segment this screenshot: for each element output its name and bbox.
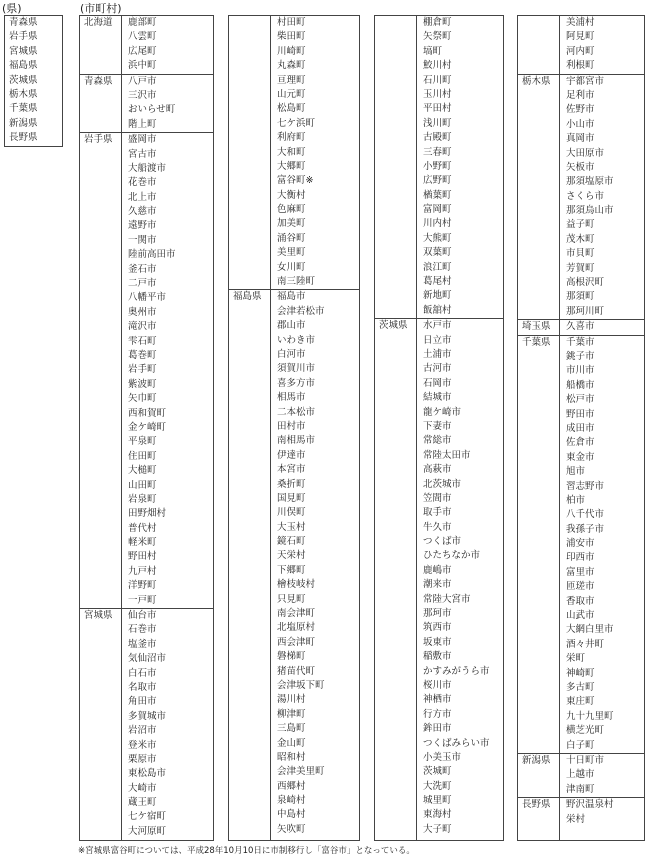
- municipality-item: 矢祭町: [423, 31, 452, 43]
- municipality-item: 東庄町: [566, 696, 595, 708]
- municipality-item: 大網白里市: [566, 624, 614, 636]
- municipality-item: 利府町: [277, 132, 306, 144]
- municipality-item: 大河原町: [128, 825, 167, 837]
- municipality-item: 盛岡市: [128, 134, 157, 146]
- prefecture-group: [518, 797, 644, 827]
- municipality-item: 川俣町: [277, 507, 306, 519]
- municipality-item: 南相馬市: [277, 435, 316, 447]
- municipality-item: 野田市: [566, 408, 595, 420]
- municipality-item: 八戸市: [128, 75, 157, 87]
- municipality-item: 横芝光町: [566, 725, 605, 737]
- municipality-item: 那須町: [566, 291, 595, 303]
- municipality-item: 市貝町: [566, 248, 595, 260]
- municipality-item: 那須塩原市: [566, 176, 614, 188]
- municipality-item: 浜中町: [128, 60, 157, 72]
- municipality-item: 潮来市: [423, 579, 452, 591]
- municipality-column-4: [517, 15, 645, 841]
- municipality-item: 小山市: [566, 118, 595, 130]
- column-filler: [375, 837, 503, 840]
- prefecture-group: [229, 16, 359, 289]
- municipality-item: 船橋市: [566, 379, 595, 391]
- municipality-item: 鮫川村: [423, 60, 452, 72]
- municipality-item: 山武市: [566, 610, 595, 622]
- municipality-item: 久慈市: [128, 206, 157, 218]
- municipality-item: 北塩原村: [277, 622, 316, 634]
- municipality-item: 山元町: [277, 88, 306, 100]
- prefecture-group: [375, 318, 503, 837]
- municipality-item: 北茨城市: [423, 478, 462, 490]
- municipality-item: つくばみらい市: [423, 737, 490, 749]
- municipality-item: 須賀川市: [277, 363, 316, 375]
- municipality-item: 石岡市: [423, 377, 452, 389]
- municipality-item: 那珂川町: [566, 305, 605, 317]
- municipality-item: 北上市: [128, 191, 157, 203]
- prefecture-item: 茨城県: [9, 74, 38, 86]
- municipality-item: 一戸町: [128, 594, 157, 606]
- municipality-item: 山田町: [128, 479, 157, 491]
- municipality-item: 野田村: [128, 551, 157, 563]
- municipality-item: 多賀城市: [128, 710, 167, 722]
- municipality-list: [122, 75, 213, 133]
- municipality-item: 二本松市: [277, 406, 316, 418]
- municipality-item: 加美町: [277, 218, 306, 230]
- municipality-item: 檜枝岐村: [277, 579, 316, 591]
- municipality-item: 金ケ崎町: [128, 421, 167, 433]
- municipality-item: 西郷村: [277, 780, 306, 792]
- municipality-item: 三春町: [423, 146, 452, 158]
- municipality-item: 結城市: [423, 392, 452, 404]
- municipality-item: 平泉町: [128, 436, 157, 448]
- municipality-heading: (市町村): [80, 2, 122, 15]
- municipality-item: 大和町: [277, 146, 306, 158]
- group-prefecture-label: 長野県: [518, 798, 560, 827]
- municipality-item: 大玉村: [277, 521, 306, 533]
- municipality-item: 柴田町: [277, 31, 306, 43]
- municipality-item: 桜川市: [423, 679, 452, 691]
- column-filler: [518, 827, 644, 840]
- municipality-item: 会津坂下町: [277, 679, 325, 691]
- municipality-item: 岩泉町: [128, 493, 157, 505]
- municipality-item: 滝沢市: [128, 321, 157, 333]
- municipality-item: 釜石市: [128, 263, 157, 275]
- municipality-item: 岩沼市: [128, 725, 157, 737]
- municipality-column-3: [374, 15, 504, 841]
- prefecture-group: [80, 74, 213, 133]
- prefecture-item: 青森県: [9, 17, 38, 28]
- municipality-item: 茂木町: [566, 233, 595, 245]
- municipality-item: 上越市: [566, 769, 595, 781]
- prefecture-heading: (県): [2, 2, 22, 15]
- municipality-item: 芳賀町: [566, 262, 595, 274]
- municipality-item: 柳津町: [277, 708, 306, 720]
- municipality-item: 葛巻町: [128, 349, 157, 361]
- municipality-item: 大洗町: [423, 780, 452, 792]
- municipality-list: [560, 16, 644, 74]
- municipality-item: 階上町: [128, 118, 157, 130]
- municipality-item: 南三陸町: [277, 276, 316, 288]
- municipality-item: 香取市: [566, 595, 595, 607]
- group-prefecture-label: 新潟県: [518, 754, 560, 797]
- prefecture-group: [518, 16, 644, 74]
- municipality-item: 金山町: [277, 737, 306, 749]
- municipality-item: 稲敷市: [423, 651, 452, 663]
- municipality-item: 奥州市: [128, 306, 157, 318]
- municipality-item: 阿見町: [566, 31, 595, 43]
- prefecture-group: [518, 335, 644, 753]
- municipality-item: 松戸市: [566, 394, 595, 406]
- municipality-item: 印西市: [566, 552, 595, 564]
- municipality-item: 矢板市: [566, 161, 595, 173]
- municipality-item: 栄町: [566, 653, 586, 665]
- municipality-item: 富谷町※: [277, 175, 314, 187]
- municipality-item: 喜多方市: [277, 377, 316, 389]
- municipality-item: 浪江町: [423, 261, 452, 273]
- municipality-item: 千葉市: [566, 336, 595, 348]
- municipality-item: さくら市: [566, 190, 605, 202]
- municipality-item: 普代村: [128, 522, 157, 534]
- municipality-item: 天栄村: [277, 550, 306, 562]
- municipality-item: かすみがうら市: [423, 665, 490, 677]
- municipality-item: 昭和村: [277, 751, 306, 763]
- municipality-item: 習志野市: [566, 480, 605, 492]
- municipality-item: 鉾田市: [423, 723, 452, 735]
- municipality-item: つくば市: [423, 536, 462, 548]
- municipality-item: 名取市: [128, 681, 157, 693]
- municipality-list: [560, 75, 644, 320]
- municipality-item: 鏡石町: [277, 536, 306, 548]
- municipality-item: 大田原市: [566, 147, 605, 159]
- municipality-item: 会津美里町: [277, 766, 325, 778]
- municipality-item: 雫石町: [128, 335, 157, 347]
- municipality-item: 陸前高田市: [128, 249, 176, 261]
- municipality-list: [122, 133, 213, 608]
- municipality-item: 古河市: [423, 363, 452, 375]
- municipality-item: 常陸太田市: [423, 449, 471, 461]
- group-prefecture-label: 青森県: [80, 75, 122, 133]
- prefecture-group: [80, 132, 213, 608]
- municipality-item: 高根沢町: [566, 277, 605, 289]
- municipality-item: 八雲町: [128, 31, 157, 43]
- municipality-item: 塩釜市: [128, 638, 157, 650]
- municipality-item: 白子町: [566, 739, 595, 751]
- municipality-item: 真岡市: [566, 133, 595, 145]
- municipality-item: 双葉町: [423, 247, 452, 259]
- municipality-item: 那珂市: [423, 608, 452, 620]
- municipality-item: 亘理町: [277, 74, 306, 86]
- prefecture-group: [375, 16, 503, 318]
- municipality-item: 南会津町: [277, 608, 316, 620]
- municipality-item: 石川町: [423, 74, 452, 86]
- municipality-item: おいらせ町: [128, 104, 176, 116]
- municipality-item: 丸森町: [277, 60, 306, 72]
- municipality-item: 浦安市: [566, 538, 595, 550]
- municipality-item: 広野町: [423, 175, 452, 187]
- municipality-list: [271, 16, 359, 289]
- municipality-item: 十日町市: [566, 754, 605, 766]
- municipality-item: 下郷町: [277, 564, 306, 576]
- municipality-item: 湯川村: [277, 694, 306, 706]
- municipality-item: 西会津町: [277, 636, 316, 648]
- municipality-item: 龍ケ崎市: [423, 406, 462, 418]
- municipality-list: [560, 754, 644, 797]
- municipality-item: 涌谷町: [277, 232, 306, 244]
- municipality-column-2: [228, 15, 360, 841]
- municipality-item: 栄村: [566, 813, 586, 825]
- municipality-item: 洋野町: [128, 580, 157, 592]
- column-filler-divider: [80, 839, 122, 840]
- municipality-item: 益子町: [566, 219, 595, 231]
- municipality-item: 飯舘村: [423, 304, 452, 316]
- municipality-item: 津南町: [566, 783, 595, 795]
- municipality-item: 笠間市: [423, 492, 452, 504]
- municipality-item: 美浦村: [566, 17, 595, 28]
- municipality-item: 楢葉町: [423, 189, 452, 201]
- municipality-item: 猪苗代町: [277, 665, 316, 677]
- municipality-item: 会津若松市: [277, 305, 325, 317]
- municipality-item: 鹿部町: [128, 17, 157, 28]
- municipality-item: 角田市: [128, 696, 157, 708]
- municipality-item: 伊達市: [277, 449, 306, 461]
- prefecture-item: 栃木県: [9, 88, 38, 100]
- municipality-item: 葛尾村: [423, 276, 452, 288]
- municipality-item: 東松島市: [128, 768, 167, 780]
- municipality-item: 市川市: [566, 365, 595, 377]
- municipality-item: 旭市: [566, 466, 586, 478]
- prefecture-group: [518, 319, 644, 334]
- prefecture-item: 新潟県: [9, 117, 38, 129]
- municipality-item: 相馬市: [277, 392, 306, 404]
- municipality-item: 三島町: [277, 723, 306, 735]
- column-filler-divider: [518, 827, 560, 840]
- municipality-item: 七ケ浜町: [277, 117, 316, 129]
- municipality-item: 土浦市: [423, 348, 452, 360]
- municipality-item: 登米市: [128, 739, 157, 751]
- municipality-item: 仙台市: [128, 610, 157, 622]
- municipality-item: 新地町: [423, 290, 452, 302]
- municipality-item: 栗原市: [128, 753, 157, 765]
- municipality-item: 川崎町: [277, 45, 306, 57]
- municipality-item: 佐倉市: [566, 437, 595, 449]
- municipality-item: 高萩市: [423, 464, 452, 476]
- municipality-item: 東金市: [566, 451, 595, 463]
- municipality-item: 八幡平市: [128, 292, 167, 304]
- municipality-item: 坂東市: [423, 636, 452, 648]
- municipality-item: 福島市: [277, 291, 306, 303]
- prefecture-item: 宮城県: [9, 45, 38, 57]
- prefecture-item: 千葉県: [9, 103, 38, 115]
- municipality-item: いわき市: [277, 334, 316, 346]
- municipality-item: 大子町: [423, 823, 452, 835]
- municipality-item: 大槌町: [128, 465, 157, 477]
- municipality-item: 古殿町: [423, 132, 452, 144]
- municipality-item: 東海村: [423, 809, 452, 821]
- municipality-item: 遠野市: [128, 220, 157, 232]
- column-filler: [229, 837, 359, 840]
- municipality-item: 常陸大宮市: [423, 593, 471, 605]
- prefecture-group: [518, 753, 644, 797]
- municipality-item: 銚子市: [566, 351, 595, 362]
- municipality-item: 小野町: [423, 160, 452, 172]
- prefecture-item: 福島県: [9, 60, 38, 72]
- municipality-item: 富岡町: [423, 204, 452, 216]
- municipality-item: 匝瑳市: [566, 581, 595, 593]
- municipality-item: 鹿嶋市: [423, 564, 452, 576]
- municipality-item: 河内町: [566, 45, 595, 57]
- municipality-list: [122, 609, 213, 839]
- municipality-item: 磐梯町: [277, 651, 306, 663]
- municipality-item: 花巻市: [128, 177, 157, 189]
- municipality-item: 中島村: [277, 809, 306, 821]
- municipality-item: 矢巾町: [128, 393, 157, 405]
- prefecture-list: [4, 15, 63, 147]
- municipality-list: [560, 320, 644, 334]
- prefecture-item: 岩手県: [9, 31, 38, 43]
- municipality-list: [560, 798, 644, 827]
- municipality-item: 七ケ宿町: [128, 811, 167, 823]
- municipality-item: 紫波町: [128, 378, 157, 390]
- municipality-item: 取手市: [423, 507, 452, 519]
- municipality-item: 神崎町: [566, 667, 595, 679]
- group-prefecture-label: 岩手県: [80, 133, 122, 608]
- municipality-item: 茨城町: [423, 766, 452, 778]
- municipality-item: 大熊町: [423, 232, 452, 244]
- municipality-item: 三沢市: [128, 89, 157, 101]
- municipality-item: 石巻市: [128, 624, 157, 636]
- municipality-item: 常総市: [423, 435, 452, 447]
- municipality-item: 八千代市: [566, 509, 605, 521]
- municipality-list: [271, 290, 359, 837]
- municipality-item: 西和賀町: [128, 407, 167, 419]
- municipality-item: 田野畑村: [128, 508, 167, 520]
- municipality-item: 下妻市: [423, 420, 452, 432]
- municipality-item: 柏市: [566, 494, 586, 506]
- group-prefecture-label: 茨城県: [375, 319, 417, 837]
- municipality-item: 白石市: [128, 667, 157, 679]
- municipality-item: 桑折町: [277, 478, 306, 490]
- municipality-item: 野沢温泉村: [566, 799, 614, 811]
- municipality-item: 村田町: [277, 17, 306, 28]
- municipality-item: 成田市: [566, 422, 595, 434]
- municipality-item: 酒々井町: [566, 638, 605, 650]
- municipality-item: 牛久市: [423, 521, 452, 533]
- municipality-item: 住田町: [128, 450, 157, 462]
- municipality-item: ひたちなか市: [423, 550, 481, 562]
- municipality-item: 蔵王町: [128, 797, 157, 809]
- footnote: ※宮城県富谷町については、平成28年10月10日に市制移行し「富谷市」となっている。: [78, 846, 415, 856]
- municipality-item: 那須烏山市: [566, 205, 614, 217]
- group-prefecture-label: 宮城県: [80, 609, 122, 839]
- municipality-item: 大崎市: [128, 782, 157, 794]
- municipality-item: 利根町: [566, 60, 595, 72]
- municipality-item: 多古町: [566, 681, 595, 693]
- municipality-item: 筑西市: [423, 622, 452, 634]
- municipality-item: 国見町: [277, 492, 306, 504]
- municipality-item: 浅川町: [423, 117, 452, 129]
- municipality-item: 広尾町: [128, 45, 157, 57]
- municipality-list: [417, 319, 503, 837]
- municipality-item: 城里町: [423, 795, 452, 807]
- municipality-list: [122, 16, 213, 74]
- municipality-item: 只見町: [277, 593, 306, 605]
- municipality-list: [560, 336, 644, 753]
- municipality-item: 九戸村: [128, 565, 157, 577]
- municipality-item: 塙町: [423, 45, 443, 57]
- municipality-column-1: [79, 15, 214, 841]
- municipality-item: 田村市: [277, 420, 306, 432]
- municipality-item: 行方市: [423, 708, 452, 720]
- municipality-item: 玉川村: [423, 88, 452, 100]
- municipality-item: 美里町: [277, 247, 306, 259]
- municipality-item: 宇都宮市: [566, 75, 605, 87]
- prefecture-group: [80, 16, 213, 74]
- municipality-item: 色麻町: [277, 204, 306, 216]
- municipality-item: 郡山市: [277, 320, 306, 332]
- group-prefecture-label: 栃木県: [518, 75, 560, 320]
- prefecture-group: [518, 74, 644, 320]
- municipality-item: 気仙沼市: [128, 653, 167, 665]
- municipality-item: 大船渡市: [128, 162, 167, 174]
- group-prefecture-label: [229, 16, 271, 289]
- municipality-item: 九十九里町: [566, 710, 614, 722]
- municipality-item: 神栖市: [423, 694, 452, 706]
- municipality-item: 本宮市: [277, 464, 306, 476]
- group-prefecture-label: [518, 16, 560, 74]
- municipality-item: 棚倉町: [423, 17, 452, 28]
- group-prefecture-label: 千葉県: [518, 336, 560, 753]
- column-filler-divider: [229, 837, 271, 840]
- municipality-item: 水戸市: [423, 320, 452, 332]
- column-filler-divider: [375, 837, 417, 840]
- prefecture-group: [229, 289, 359, 837]
- municipality-item: 二戸市: [128, 278, 157, 290]
- municipality-item: 足利市: [566, 89, 595, 101]
- municipality-item: 一関市: [128, 234, 157, 246]
- municipality-item: 宮古市: [128, 148, 157, 160]
- municipality-item: 岩手町: [128, 364, 157, 376]
- prefecture-item: 長野県: [9, 132, 38, 144]
- municipality-item: 富里市: [566, 566, 595, 578]
- municipality-item: 白河市: [277, 348, 306, 360]
- group-prefecture-label: [375, 16, 417, 318]
- municipality-item: 平田村: [423, 103, 452, 115]
- municipality-item: 我孫子市: [566, 523, 605, 535]
- municipality-list: [417, 16, 503, 318]
- municipality-item: 大衡村: [277, 189, 306, 201]
- municipality-item: 大郷町: [277, 160, 306, 172]
- municipality-item: 日立市: [423, 334, 452, 346]
- group-prefecture-label: 北海道: [80, 16, 122, 74]
- municipality-item: 矢吹町: [277, 823, 306, 835]
- municipality-item: 泉崎村: [277, 795, 306, 807]
- group-prefecture-label: 福島県: [229, 290, 271, 837]
- municipality-item: 軽米町: [128, 537, 157, 549]
- municipality-item: 佐野市: [566, 104, 595, 116]
- municipality-item: 松島町: [277, 103, 306, 115]
- prefecture-group: [80, 608, 213, 839]
- municipality-item: 川内村: [423, 218, 452, 230]
- municipality-item: 女川町: [277, 261, 306, 273]
- municipality-item: 久喜市: [566, 321, 595, 333]
- column-filler: [80, 839, 213, 840]
- municipality-item: 小美玉市: [423, 751, 462, 763]
- group-prefecture-label: 埼玉県: [518, 320, 560, 334]
